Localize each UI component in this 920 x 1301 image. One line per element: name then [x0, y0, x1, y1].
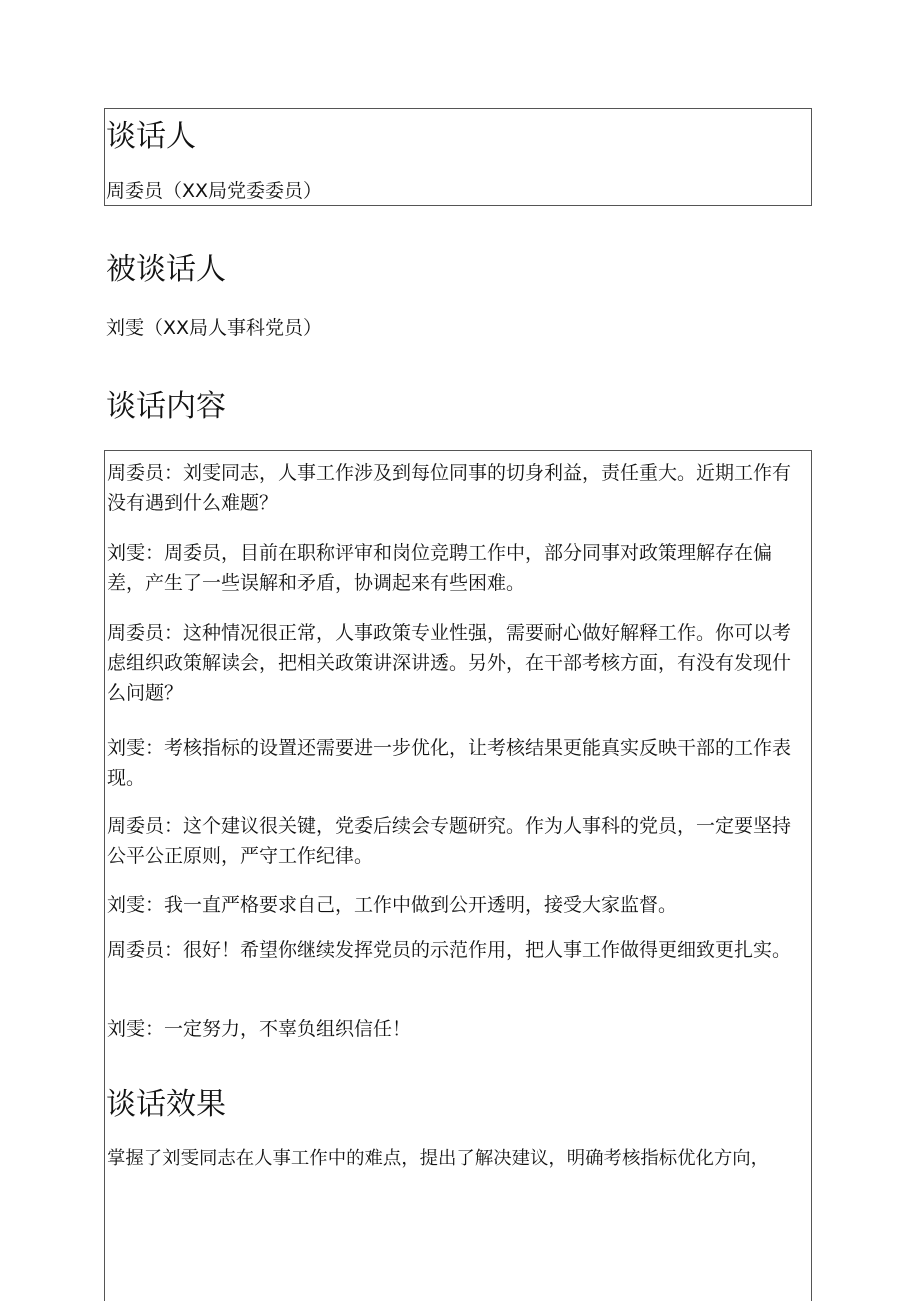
speaker-value: 周委员（XX局党委委员）	[106, 180, 323, 202]
dialogue-line: 刘雯：一定努力，不辜负组织信任！	[107, 1018, 412, 1040]
dialogue-line: 刘雯：考核指标的设置还需要进一步优化，让考核结果更能真实反映干部的工作表现。	[107, 737, 792, 789]
effect-heading: 谈话效果	[106, 1087, 226, 1122]
dialogue-line: 周委员：刘雯同志，人事工作涉及到每位同事的切身利益，责任重大。近期工作有没有遇到什么难题？	[107, 462, 792, 514]
speaker-heading: 谈话人	[106, 119, 196, 154]
effect-text: 掌握了刘雯同志在人事工作中的难点，提出了解决建议，明确考核指标优化方向，	[107, 1148, 770, 1169]
dialogue-line: 刘雯：周委员，目前在职称评审和岗位竞聘工作中，部分同事对政策理解存在偏差，产生了一些误解和矛盾，协调起来有些困难。	[107, 542, 773, 594]
dialogue-line: 周委员：这个建议很关键，党委后续会专题研究。作为人事科的党员，一定要坚持公平公正原则，严守工作纪律。	[107, 815, 792, 867]
interviewee-value: 刘雯（XX局人事科党员）	[106, 317, 323, 339]
dialogue-line: 周委员：这种情况很正常，人事政策专业性强，需要耐心做好解释工作。你可以考虑组织政策解读会，把相关政策讲深讲透。另外，在干部考核方面，有没有发现什么问题？	[107, 622, 792, 704]
interviewee-heading: 被谈话人	[106, 252, 226, 287]
dialogue-line: 刘雯：我一直严格要求自己，工作中做到公开透明，接受大家监督。	[107, 894, 678, 916]
content-heading: 谈话内容	[106, 389, 226, 424]
dialogue-line: 周委员：很好！希望你继续发挥党员的示范作用，把人事工作做得更细致更扎实。	[107, 939, 792, 961]
